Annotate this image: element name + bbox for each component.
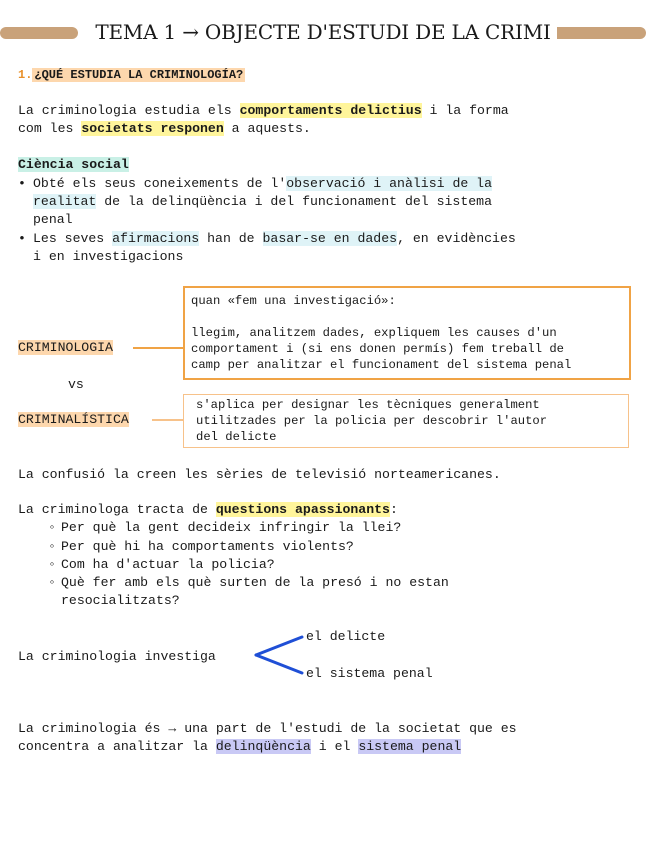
q-marker-2: ◦ [48, 539, 56, 554]
final-line-2: concentra a analitzar la delinqüència i el sistema penal [18, 739, 462, 754]
branch-sistema-penal: el sistema penal [306, 666, 433, 681]
questions-intro: La criminologa tracta de questions apassionants: [18, 502, 398, 517]
page-title: TEMA 1 → OBJECTE D'ESTUDI DE LA CRIMI [0, 18, 646, 46]
confusio-text: La confusió la creen les sèries de televisió norteamericanes. [18, 467, 501, 482]
vs-label: vs [68, 377, 84, 392]
question-2: Per què hi ha comportaments violents? [61, 539, 354, 554]
question-4-line-1: Què fer amb els què surten de la presó i no estan [61, 575, 449, 590]
highlight-comportaments: comportaments delictius [239, 103, 422, 118]
bullet-2: • [18, 231, 26, 246]
question-3: Com ha d'actuar la policia? [61, 557, 275, 572]
criminalistica-box: s'aplica per designar les tècniques generalment utilitzades per la policia per descobrir l'autor del delicte [183, 394, 629, 448]
ciencia-b2-line-1: Les seves afirmacions han de basar-se en dades, en evidències [33, 231, 516, 246]
ciencia-b1-line-3: penal [33, 212, 73, 227]
criminalistica-label: CRIMINALÍSTICA [18, 412, 129, 427]
q-marker-1: ◦ [48, 520, 56, 535]
intro-line-2: com les societats responen a aquests. [18, 121, 311, 136]
branch-arrow-down [256, 655, 302, 673]
question-4-line-2: resocialitzats? [61, 593, 180, 608]
q-marker-4: ◦ [48, 575, 56, 590]
branch-arrows [250, 628, 310, 682]
question-1: Per què la gent decideix infringir la llei? [61, 520, 402, 535]
criminologia-label: CRIMINOLOGIA [18, 340, 113, 355]
branch-arrow-up [256, 637, 302, 655]
ciencia-b1-line-2: realitat de la delinqüència i del funcionament del sistema [33, 194, 493, 209]
ciencia-heading: Ciència social [18, 157, 129, 172]
criminalistica-connector [152, 419, 183, 421]
investiga-label: La criminologia investiga [18, 649, 216, 664]
q-marker-3: ◦ [48, 557, 56, 572]
section-heading [18, 66, 245, 84]
ciencia-b2-line-2: i en investigacions [33, 249, 184, 264]
criminologia-box: quan «fem una investigació»: llegim, analitzem dades, expliquem les causes d'un comportament i (si ens donen permís) fem treball de camp per analitzar el funcionament del sistema penal [183, 286, 631, 380]
section-title: ¿QUÉ ESTUDIA LA CRIMINOLOGÍA? [34, 68, 244, 82]
section-number: 1. [18, 68, 33, 82]
final-line-1: La criminologia és → una part de l'estudi de la societat que es [18, 721, 517, 736]
intro-line-1: La criminologia estudia els comportaments delictius i la forma [18, 103, 509, 118]
branch-delicte: el delicte [306, 629, 386, 644]
ciencia-b1-line-1: Obté els seus coneixements de l'observació i anàlisi de la [33, 176, 493, 191]
highlight-societats: societats responen [81, 121, 224, 136]
bullet-1: • [18, 176, 26, 191]
criminologia-connector [133, 347, 183, 349]
